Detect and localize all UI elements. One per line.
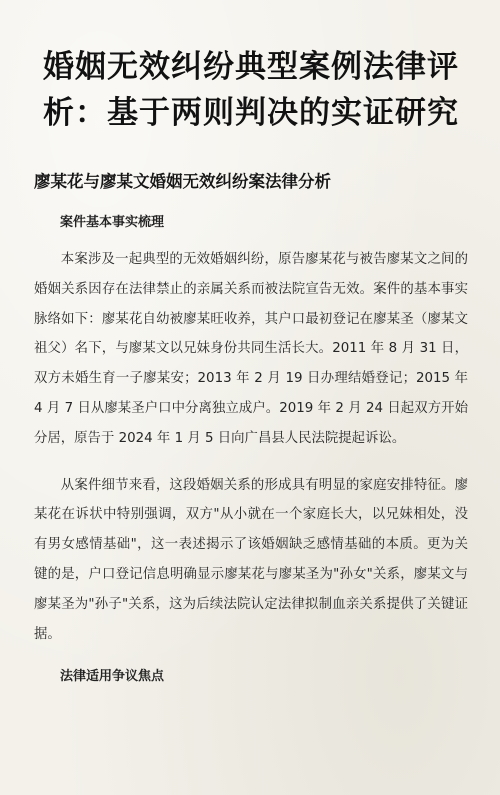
section-title: 廖某花与廖某文婚姻无效纠纷案法律分析 bbox=[34, 172, 331, 191]
paragraph-facts-2: 从案件细节来看，这段婚姻关系的形成具有明显的家庭安排特征。廖某花在诉状中特别强调，双方"从小就在一个家庭长大，以兄妹相处，没有男女感情基础"，这一表述揭示了该婚姻缺乏感情基础的本质。更为关键的是，户口登记信息明确显示廖某花与廖某圣为"孙女"关系，廖某文与廖某圣为"孙子"关系，这为后续法院认定法律拟制血亲关系提供了关键证据。 bbox=[34, 477, 468, 642]
document-title: 婚姻无效纠纷典型案例法律评析：基于两则判决的实证研究 bbox=[43, 49, 459, 131]
subsection-heading-facts: 案件基本事实梳理 bbox=[60, 215, 165, 230]
paragraph-facts-1: 本案涉及一起典型的无效婚姻纠纷，原告廖某花与被告廖某文之间的婚姻关系因存在法律禁止的亲属关系而被法院宣告无效。案件的基本事实脉络如下：廖某花自幼被廖某旺收养，其户口最初登记在廖某圣（廖某文祖父）名下，与廖某文以兄妹身份共同生活长大。2011 年 8 月 31 日，双方未婚生育一子廖某安；2013 年 2 月 19 日办理结婚登记；2015 年 4 月 7 日从廖某圣户口中分离独立成户。2019 年 2 月 24 日起双方开始分居，原告于 2024 年 1 月 5 日向广昌县人民法院提起诉讼。 bbox=[34, 252, 468, 446]
subsection-heading-legal-issues: 法律适用争议焦点 bbox=[60, 669, 165, 685]
